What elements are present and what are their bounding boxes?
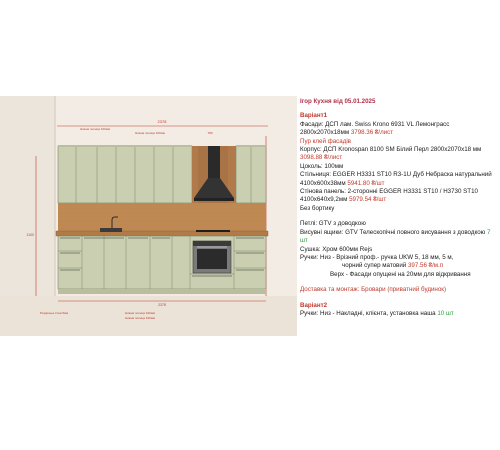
dryer-line: Сушка: Хром 600мм Rejs bbox=[300, 245, 373, 253]
top-mid-dimension-label: Нижня полиця 100мм bbox=[135, 131, 165, 135]
hood-base bbox=[194, 198, 234, 201]
countertop bbox=[56, 231, 268, 236]
wall-panel-line bbox=[300, 188, 496, 205]
hood-dimension-label: 780 bbox=[207, 131, 213, 135]
handles-label-2: чорний супер матовий bbox=[342, 262, 408, 270]
left-dimension-label: 1100 bbox=[26, 233, 34, 237]
drawers-count: 7 шт bbox=[300, 228, 491, 245]
countertop-price: 5941.80 ₴/шт bbox=[347, 179, 385, 187]
wall-panel-price: 5979.54 ₴/шт bbox=[349, 196, 387, 204]
drawers-label: Висувні ящики: GTV Телескопічні повного висування з доводкою bbox=[300, 228, 488, 236]
oven-control-panel bbox=[193, 241, 231, 246]
wall-panel-label: Стінова панель: 2-сторонні EGGER H3331 ST10 / H3730 ST10 4100х640х9,2мм bbox=[300, 188, 478, 204]
body-label: Корпус: ДСП Kronospan 8100 SM Білий Перл 2800х2070х18 мм bbox=[300, 146, 482, 154]
sink bbox=[100, 228, 122, 232]
oven-window bbox=[197, 249, 227, 269]
handles-line-1: Ручки: Низ - Врізний проф.- ручка UKW 5, 18 мм, 5 м, bbox=[300, 253, 454, 261]
countertop-line bbox=[300, 171, 496, 188]
handles-v2-label: Ручки: Низ - Накладні, клієнта, установка наша bbox=[300, 309, 438, 317]
wall-note: Роздільна стіна 5мм bbox=[40, 311, 69, 315]
handles-line-2 bbox=[300, 262, 496, 270]
lower-note-1: Нижня полиця 100мм bbox=[125, 311, 155, 315]
body-line bbox=[300, 146, 496, 163]
top-dimension-label: 2378 bbox=[157, 119, 167, 124]
hinges-line: Петлі: GTV з доводкою bbox=[300, 220, 366, 228]
kitchen-drawing bbox=[0, 96, 297, 336]
facade-price: 3798.36 ₴/лист bbox=[350, 129, 394, 137]
glue-line: Пур клей фасадів bbox=[300, 137, 351, 145]
delivery-line: Доставка та монтаж: Бровари (приватний будинок) bbox=[300, 286, 447, 294]
handles-v2-line bbox=[300, 310, 496, 318]
hood-chimney bbox=[208, 146, 220, 178]
kitchen-render bbox=[0, 96, 297, 336]
variant-1-title: Варіант1 bbox=[300, 112, 328, 120]
plinth-line: Цоколь: 100мм bbox=[300, 162, 344, 170]
bottom-dimension-label: 2378 bbox=[158, 303, 166, 307]
spec-header: Ігор Кухня від 05.01.2025 bbox=[300, 98, 376, 105]
body-price: 3098.88 ₴/лист bbox=[300, 154, 343, 162]
variant-2-title: Варіант2 bbox=[300, 301, 328, 309]
specification-panel bbox=[300, 98, 496, 318]
countertop-label: Стільниця: EGGER H3331 ST10 R3-1U Дуб Небраска натуральний 4100х600х38мм bbox=[300, 171, 492, 187]
handles-price: 397.56 ₴/м.п bbox=[407, 262, 444, 270]
top-handles-line: Верх - Фасади опущені на 20мм для відкривання bbox=[330, 270, 471, 278]
drawers-line bbox=[300, 229, 496, 246]
no-edge-line: Без бортику bbox=[300, 204, 335, 212]
facade-label: Фасади: ДСП лам. Swiss Krono 6931 VL Лемонграсс 2800х2070х18мм bbox=[300, 120, 450, 137]
lower-note-2: Нижня полиця 100мм bbox=[125, 316, 155, 320]
top-left-dimension-label: Нижня полиця 100мм bbox=[80, 127, 110, 131]
facade-line bbox=[300, 121, 496, 138]
plinth bbox=[58, 289, 266, 294]
handles-v2-count: 10 шт bbox=[437, 309, 454, 317]
lower-cabinets bbox=[58, 236, 266, 289]
cooktop bbox=[196, 230, 230, 232]
